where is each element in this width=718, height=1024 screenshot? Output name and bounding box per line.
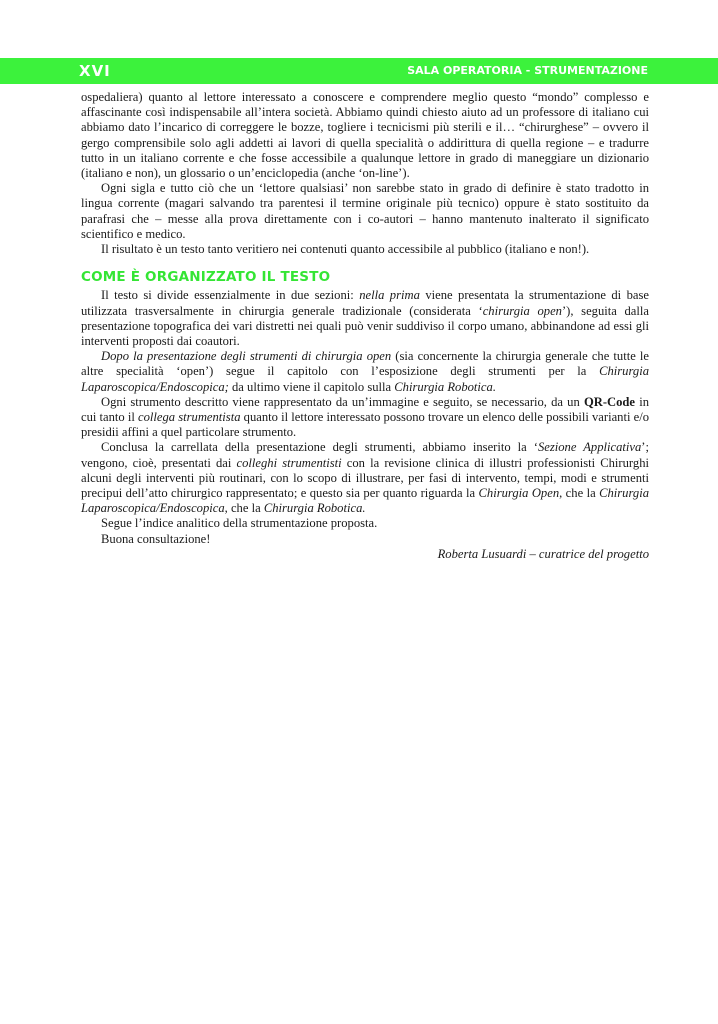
section-paragraph-2 [81, 349, 649, 395]
text-run: (sia concernente la chirurgia generale che tutte le altre specialità ‘open’) segue il capitolo con l’esposizione degli strumenti per la [81, 349, 649, 379]
italic-run: nella prima [359, 288, 420, 303]
intro-paragraph-2: Ogni sigla e tutto ciò che un ‘lettore qualsiasi’ non sarebbe stato in grado di definire è stato tradotto in lingua corrente (magari salvando tra parentesi il termine originale più tecnico) oppure è stato sostituito da parafrasi che – messe alla prova direttamente con i co-autori – hanno mantenuto inalterato il significato scientifico e medico. [81, 181, 649, 241]
text-run: Ogni strumento descritto viene rappresentato da un’immagine e seguito, se necessario, da un [101, 394, 584, 409]
section-paragraph-5: Segue l’indice analitico della strumentazione proposta. [101, 516, 378, 531]
text-run: viene presentata la strumentazione di base utilizzata trasversalmente in chirurgia generale tradizionale (considerata ‘ [81, 288, 649, 318]
text-run: ’), seguita dalla presentazione topografica dei vari distretti nei quali può venir suddiviso il corpo umano, abbinandone ad essi gli interventi proposti dai coautori. [81, 303, 649, 349]
section-paragraph-4 [81, 440, 649, 516]
italic-run: Chirurgia Laparoscopica/Endoscopica; [81, 364, 649, 394]
italic-run: Chirurgia Robotica. [263, 501, 366, 516]
section-paragraph-1 [81, 288, 649, 349]
page-number: XVI [79, 62, 111, 80]
text-run: Conclusa la carrellata della presentazione degli strumenti, abbiamo inserito la ‘ [101, 440, 538, 455]
italic-run: Chirurgia Open [478, 486, 560, 501]
intro-paragraph-3: Il risultato è un testo tanto veritiero nei contenuti quanto accessibile al pubblico (italiano e non!). [101, 242, 590, 257]
italic-run: collega strumentista [138, 410, 241, 425]
italic-run: Dopo la presentazione degli strumenti di chirurgia open [101, 349, 392, 364]
text-run: , che la [559, 486, 600, 501]
text-run: in cui tanto il [81, 394, 649, 425]
signature: Roberta Lusuardi – curatrice del progetto [437, 546, 649, 561]
running-title: SALA OPERATORIA - STRUMENTAZIONE [407, 64, 648, 77]
italic-run: Chirurgia Robotica. [394, 379, 496, 394]
text-run: , che la [224, 501, 264, 516]
italic-run: chirurgia open [482, 303, 562, 318]
page-body [81, 90, 649, 562]
text-run: ’; vengono, cioè, presentati dai [81, 440, 649, 470]
section-paragraph-6: Buona consultazione! [101, 531, 211, 546]
qr-code-term: QR-Code [583, 394, 636, 409]
italic-run: colleghi strumentisti [236, 455, 342, 470]
italic-run: Sezione Applicativa [537, 440, 642, 455]
intro-paragraph-1: ospedaliera) quanto al lettore interessato a conoscere e comprendere meglio questo “mondo” complesso e affascinante così indispensabile all’intera società. Abbiamo quindi chiesto aiuto ad un professore di italiano cui abbiamo dato l’incarico di correggere le bozze, togliere i tecnicismi più sterili e il… “chirurghese” – ovvero il gergo comprensibile solo agli addetti ai lavori di quella specialità o addirittura di quella regione – e tradurre tutto in un italiano corrente e che fosse accessibile a qualunque lettore in grado di maneggiare un dizionario (italiano e non), un glossario o un’enciclopedia (anche ‘on-line’). [81, 90, 649, 181]
text-run: da ultimo viene il capitolo sulla [228, 379, 395, 394]
text-run: Il testo si divide essenzialmente in due sezioni: [101, 288, 360, 303]
section-title: COME È ORGANIZZATO IL TESTO [81, 269, 331, 286]
section-paragraph-3 [81, 395, 649, 441]
italic-run: Chirurgia Laparoscopica/Endoscopica [81, 486, 649, 516]
text-run: con la revisione clinica di illustri professionisti Chirurghi alcuni degli interventi più routinari, con lo scopo di illustrare, per fasi di intervento, tempi, modi e strumenti precipui dell’atto chirurgico rappresentato; e questo sia per quanto riguarda la [81, 455, 649, 501]
text-run: quanto il lettore interessato possono trovare un elenco delle possibili varianti e/o presidii affini a quel particolare strumento. [81, 410, 650, 440]
